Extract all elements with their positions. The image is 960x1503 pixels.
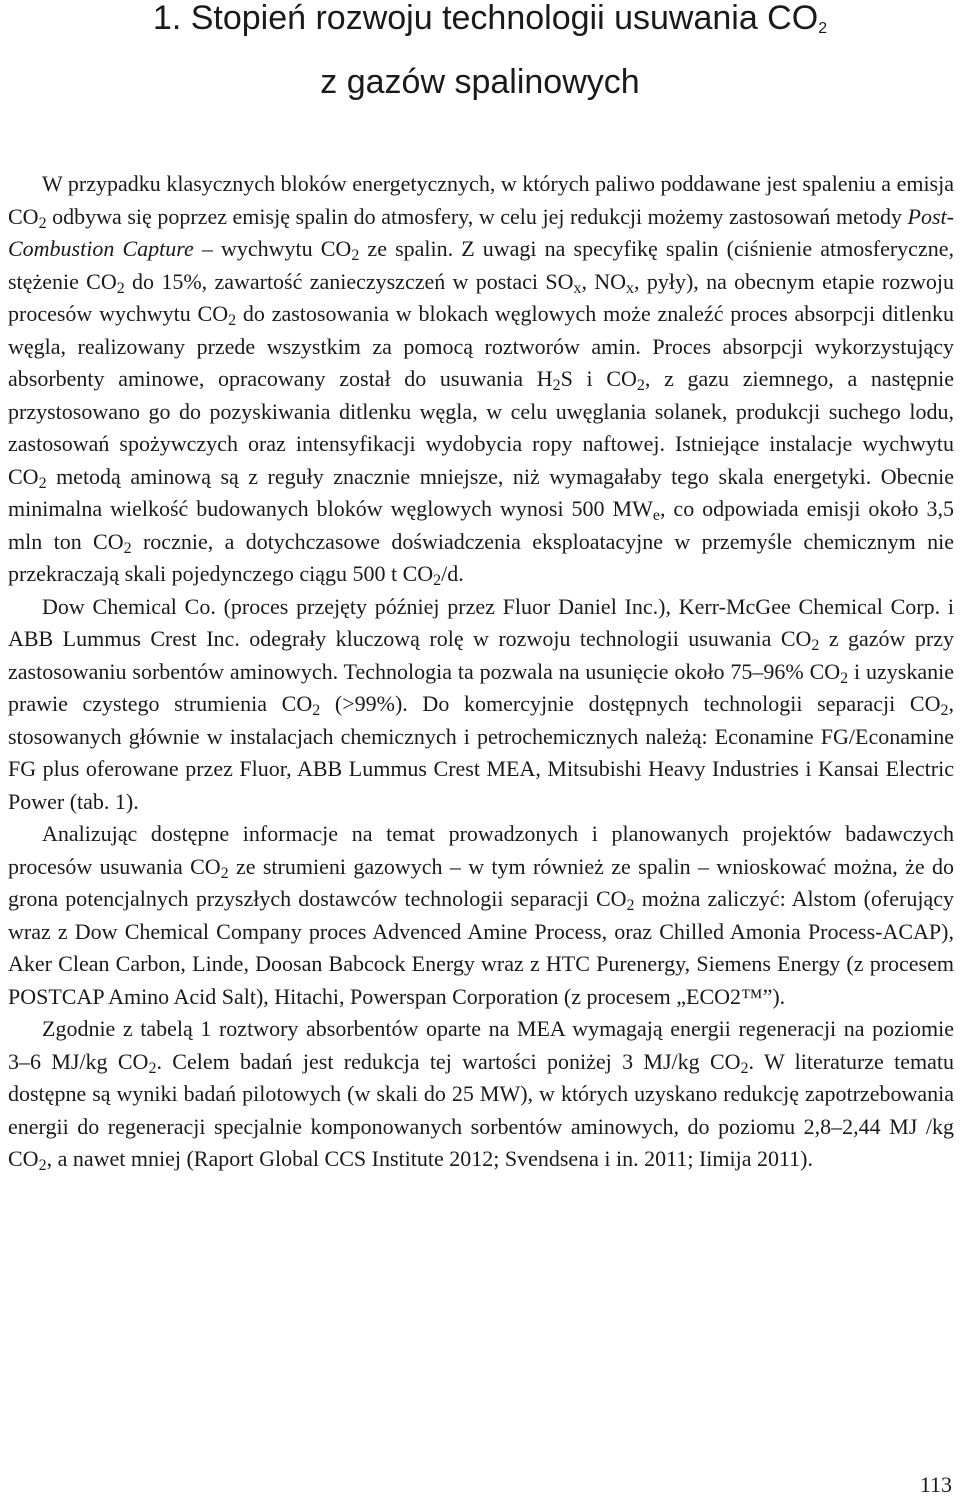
title-text: 1. Stopień rozwoju technologii usuwania CO xyxy=(152,0,819,37)
paragraph-4: Zgodnie z tabelą 1 roztwory absorbentów oparte na MEA wymagają energii regeneracji na poziomie 3–6 MJ/kg $CO_2$. Celem badań jest redukcja tej wartości poniżej 3 MJ/kg $CO_2$. W literaturze tematu dostępne są wyniki badań pilotowych (w skali do 25 MW), w których uzyskano redukcję zapotrzebowania energii do regeneracji specjalnie komponowanych sorbentów aminowych, do poziomu 2,8–2,44 MJ /kg $CO_2$, a nawet mniej (Raport Global CCS Institute 2012; Svendsena i in. 2011; Iimija 2011). xyxy=(8,1016,955,1174)
paragraph-2: Dow Chemical Co. (proces przejęty później przez Fluor Daniel Inc.), Kerr-McGee Chemical Corp. i ABB Lummus Crest Inc. odegrały kluczową rolę w rozwoju technologii usuwania $CO_2$ z gazów przy zastosowaniu sorbentów aminowych. Technologia ta pozwala na usunięcie około 75–96% $CO_2$ i uzyskanie prawie czystego strumienia $CO_2$ (>99%). Do komercyjnie dostępnych technologii separacji $CO_2$, stosowanych głównie w instalacjach chemicznych i petrochemicznych należą: Econamine FG/Econamine FG plus oferowane przez Fluor, ABB Lummus Crest MEA, Mitsubishi Heavy Industries i Kansai Electric Power (tab. 1). xyxy=(8,593,954,814)
page-number: 113 xyxy=(919,1472,952,1497)
body-text xyxy=(8,168,954,1176)
chapter-title-line-1 xyxy=(20,0,960,38)
paragraph-3: Analizując dostępne informacje na temat prowadzonych i planowanych projektów badawczych procesów usuwania $CO_2$ ze strumieni gazowych – w tym również ze spalin – wnioskować można, że do grona potencjalnych przyszłych dostawców technologii separacji $CO_2$ można zaliczyć: Alstom (oferujący wraz z Dow Chemical Company proces Advenced Amine Process, oraz Chilled Amonia Process-ACAP), Aker Clean Carbon, Linde, Doosan Babcock Energy wraz z HTC Purenergy, Siemens Energy (z procesem POSTCAP Amino Acid Salt), Hitachi, Powerspan Corporation (z procesem „ECO2™”). xyxy=(8,821,954,1009)
paragraph-1: W przypadku klasycznych bloków energetycznych, w których paliwo poddawane jest spaleniu a emisja $CO_2$ odbywa się poprzez emisję spalin do atmosfery, w celu jej redukcji możemy zastosowań metody Post-Combustion Capture – wychwytu $CO_2$ ze spalin. Z uwagi na specyfikę spalin (ciśnienie atmosferyczne, stężenie $CO_2$ do 15%, zawartość zanieczyszczeń w postaci $SO_x$, $NO_x$, pyły), na obecnym etapie rozwoju procesów wychwytu $CO_2$ do zastosowania w blokach węglowych może znaleźć proces absorpcji ditlenku węgla, realizowany przede wszystkim za pomocą roztworów amin. Proces absorpcji wykorzystujący absorbenty aminowe, opracowany został do usuwania $H_2S$ i $CO_2$, z gazu ziemnego, a następnie przystosowano go do pozyskiwania ditlenku węgla, w celu uwęglania solanek, produkcji suchego lodu, zastosowań spożywczych oraz intensyfikacji wydobycia ropy naftowej. Istniejące instalacje wychwytu $CO_2$ metodą aminową są z reguły znacznie mniejsze, niż wymagałaby tego skala energetyki. Obecnie minimalna wielkość budowanych bloków węglowych wynosi 500 $MW_e$, co odpowiada emisji około 3,5 mln ton $CO_2$ rocznie, a dotychczasowe doświadczenia eksploatacyjne w przemyśle chemicznym nie przekraczają skali pojedynczego ciągu 500 t $CO_2/d$. xyxy=(8,171,955,589)
title-subscript: 2 xyxy=(818,20,828,37)
chapter-title-line-2: z gazów spalinowych xyxy=(320,63,640,101)
emphasis-term: Post-Combustion Capture xyxy=(8,203,954,261)
